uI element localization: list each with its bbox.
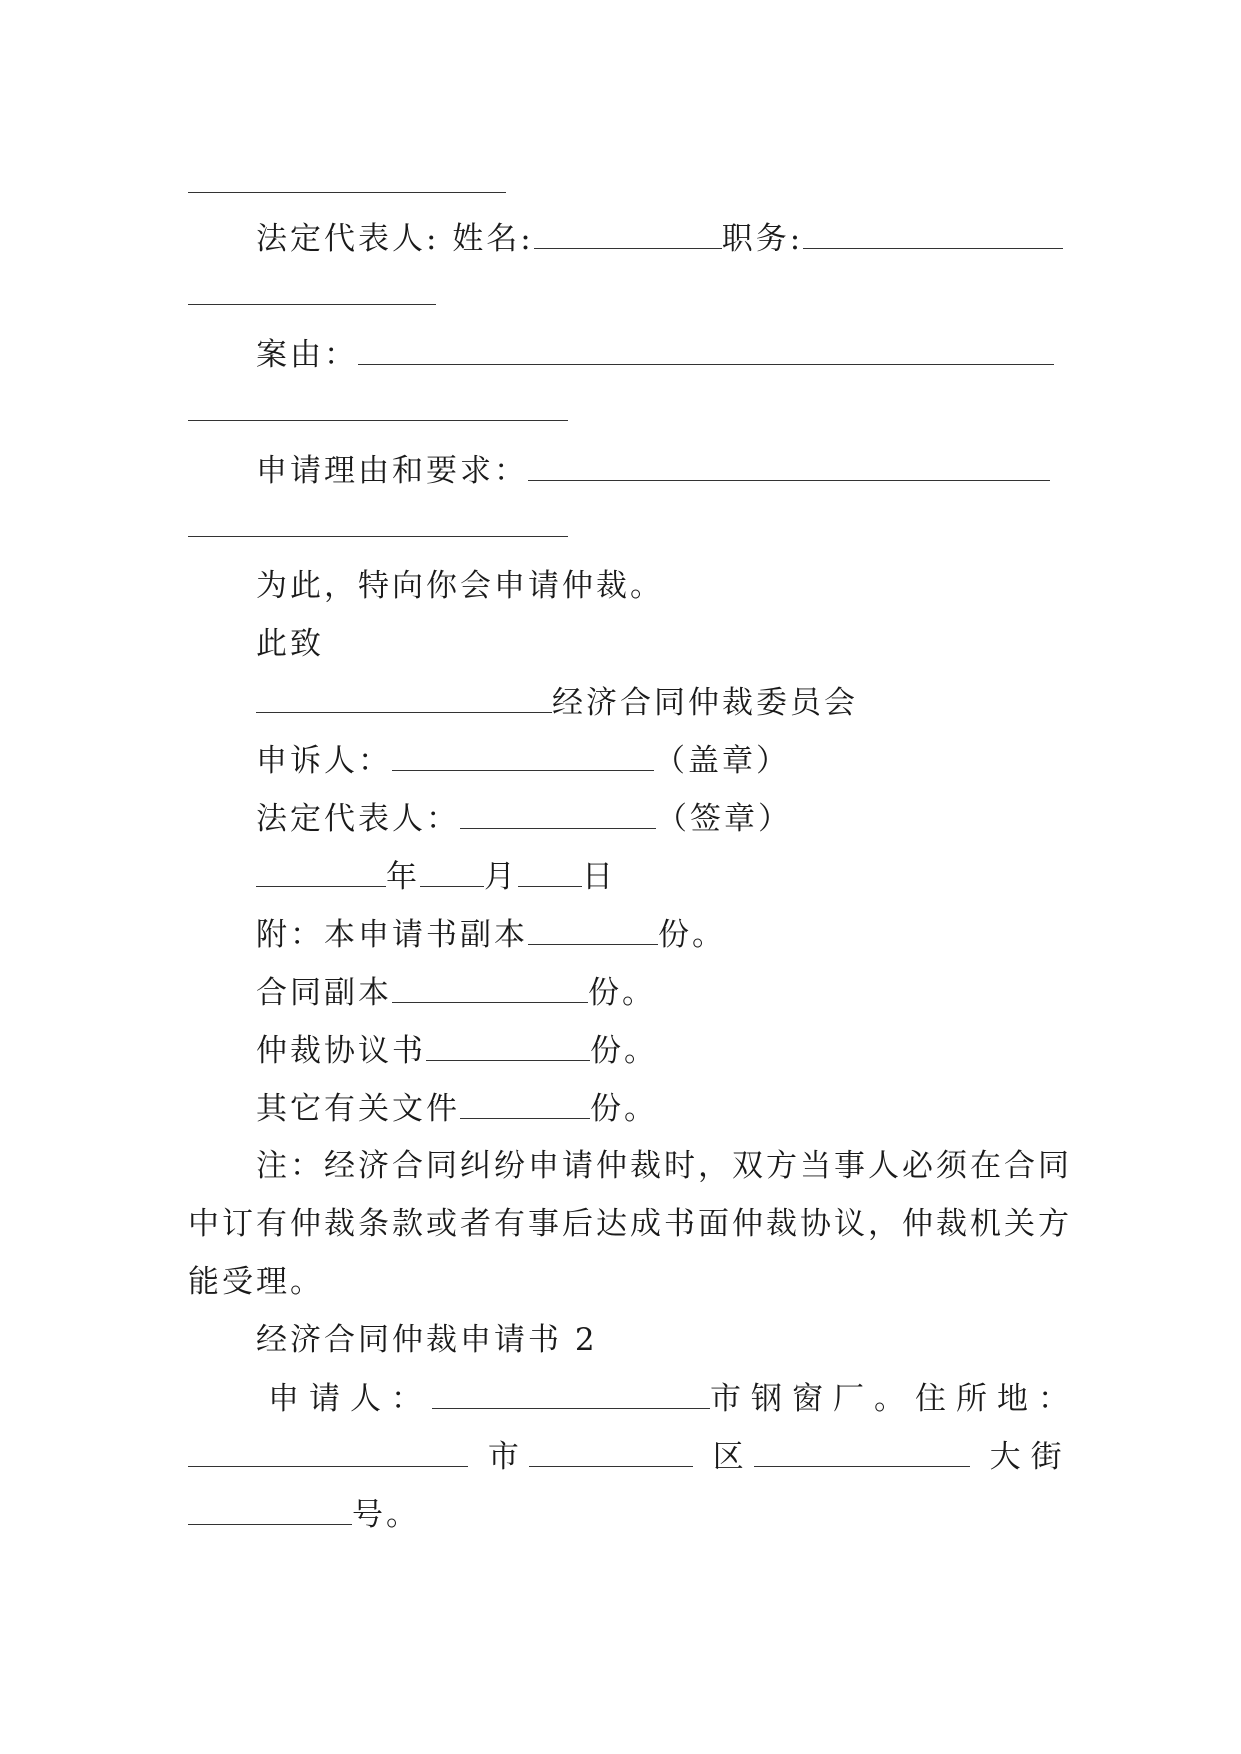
title-label: 职务:: [721, 221, 804, 257]
count-blank: [460, 1088, 590, 1119]
district-blank: [529, 1436, 693, 1467]
city-blank: [188, 1436, 468, 1467]
rep-label: 法定代表人：: [256, 801, 460, 837]
attachment-label: 仲裁协议书: [256, 1033, 426, 1069]
unit-label: 份。: [588, 975, 656, 1011]
title-blank: [803, 218, 1063, 249]
attachment-agreement: [256, 1030, 658, 1071]
note-line-3: 能受理。: [188, 1264, 324, 1300]
name-blank: [534, 218, 722, 249]
applicant-blank: [392, 740, 654, 771]
factory-text: 市钢窗厂。住所地：: [710, 1381, 1079, 1417]
cause-label: 案由：: [256, 337, 358, 373]
month-blank: [420, 856, 484, 887]
day-label: 日: [582, 859, 616, 895]
request-label: 申请理由和要求：: [256, 453, 528, 489]
attachment-label: 其它有关文件: [256, 1091, 460, 1127]
attachment-label: 合同副本: [256, 975, 392, 1011]
section2-number-row: [188, 1494, 420, 1535]
committee-blank: [256, 682, 552, 713]
number-label: 号。: [352, 1497, 420, 1533]
salute-text: 此致: [256, 626, 324, 662]
rep-sign-row: [256, 798, 792, 839]
unit-label: 份。: [658, 917, 726, 953]
committee-suffix: 经济合同仲裁委员会: [552, 685, 858, 721]
applicant-blank: [432, 1378, 710, 1409]
section2-applicant-label: 申请人：: [268, 1381, 432, 1417]
request-row: [256, 450, 1050, 491]
number-blank: [188, 1494, 352, 1525]
blank-line: [188, 304, 436, 305]
attachment-others: [256, 1088, 658, 1129]
count-blank: [528, 914, 658, 945]
year-label: 年: [386, 859, 420, 895]
legal-rep-row: [256, 218, 1063, 259]
applicant-sign-row: [256, 740, 790, 781]
date-row: [256, 856, 616, 897]
blank-line: [188, 192, 506, 193]
section2-title: 经济合同仲裁申请书 2: [256, 1322, 598, 1358]
day-blank: [518, 856, 582, 887]
unit-label: 份。: [590, 1091, 658, 1127]
city-label: 市: [487, 1439, 529, 1475]
street-blank: [754, 1436, 970, 1467]
note-line-1: 注：经济合同纠纷申请仲裁时，双方当事人必须在合同: [256, 1148, 1072, 1184]
unit-label: 份。: [590, 1033, 658, 1069]
legal-rep-label: 法定代表人: 姓名:: [256, 221, 534, 257]
seal-note: （盖章）: [654, 743, 790, 779]
month-label: 月: [484, 859, 518, 895]
attachment-label: 附：本申请书副本: [256, 917, 528, 953]
attachment-copy: [256, 914, 726, 955]
count-blank: [392, 972, 588, 1003]
attachment-contract: [256, 972, 656, 1013]
rep-blank: [460, 798, 656, 829]
cause-blank: [358, 334, 1054, 365]
note-line-2: 中订有仲裁条款或者有事后达成书面仲裁协议，仲裁机关方: [188, 1206, 1072, 1242]
count-blank: [426, 1030, 590, 1061]
year-blank: [256, 856, 386, 887]
committee-row: [256, 682, 858, 723]
section2-applicant-row: [268, 1378, 1079, 1419]
street-label: 大街: [989, 1439, 1072, 1475]
section2-address-row: [188, 1436, 1072, 1477]
blank-line: [188, 536, 568, 537]
district-label: 区: [712, 1439, 754, 1475]
closing-text: 为此，特向你会申请仲裁。: [256, 568, 664, 604]
cause-row: [256, 334, 1054, 375]
request-blank: [528, 450, 1050, 481]
sign-note: （签章）: [656, 801, 792, 837]
blank-line: [188, 420, 568, 421]
applicant-label: 申诉人：: [256, 743, 392, 779]
